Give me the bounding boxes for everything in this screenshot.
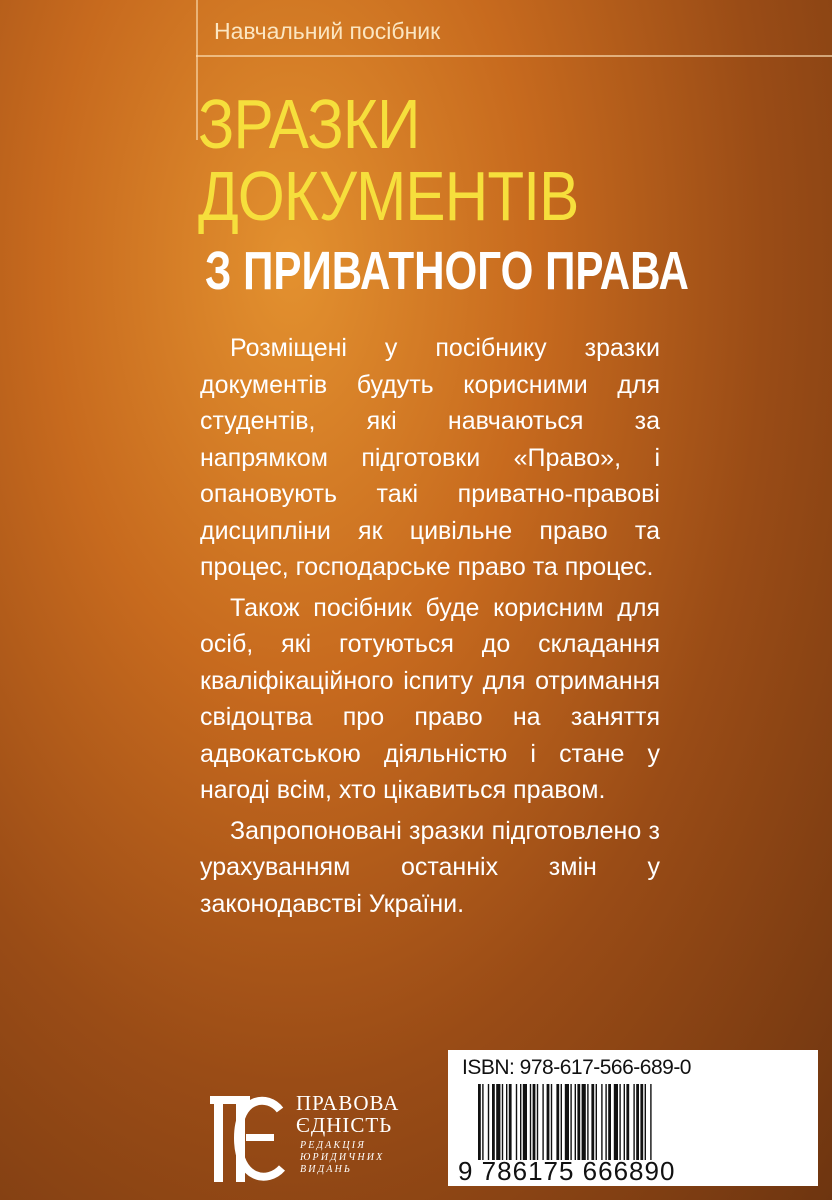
barcode-bar [506,1084,507,1160]
barcode-bar [626,1084,629,1160]
barcode-bar [640,1084,643,1160]
publisher-name-line: ПРАВОВА [296,1091,400,1115]
barcode-bar [605,1084,606,1160]
description-paragraph: Розміщені у посібнику зразки документів будуть корисними для студентів, які навчаються за напрямком підготовки «Право», і опановують такі приватно-правові дисципліни як цивільне право та процес, господарське право та процес. [200,334,660,581]
barcode-bar [492,1084,495,1160]
publisher-subtitle-line: ЮРИДИЧНИХ [300,1152,385,1163]
decorative-horizontal-line [196,55,832,57]
barcode-bar [575,1084,576,1160]
title-line-3: З ПРИВАТНОГО ПРАВА [205,241,689,301]
barcode-bar [601,1084,602,1160]
barcode-bar [530,1084,531,1160]
barcode-bar [542,1084,543,1160]
barcode-bar [537,1084,538,1160]
barcode-bar [570,1084,571,1160]
barcode-bar [650,1084,651,1160]
barcode-bar [547,1084,550,1160]
barcode-bar [619,1084,620,1160]
barcode-bar [523,1084,527,1160]
publisher-subtitle [300,1140,384,1176]
publisher-subtitle-line: РЕДАКЦІЯ [300,1140,367,1151]
barcode-bar [488,1084,489,1160]
barcode-bar [561,1084,562,1160]
publisher-logo-icon [208,1090,288,1190]
barcode-bar [509,1084,512,1160]
barcode-bar [636,1084,639,1160]
publisher-subtitle-line: ВИДАНЬ [300,1164,353,1175]
publisher-name [296,1092,399,1136]
description-text [200,330,660,926]
barcode-bar [520,1084,521,1160]
barcode-bar [496,1084,500,1160]
barcode-icon [478,1084,798,1160]
barcode-bar [582,1084,586,1160]
description-paragraph: Також посібник буде корисним для осіб, які готуються до складання кваліфікаційного іспиту для отримання свідоцтва про право на заняття адвокатською діяльністю і стане у нагоді всім, хто цікавиться правом. [200,593,660,804]
series-label: Навчальний посібник [214,18,441,44]
barcode-bar [502,1084,503,1160]
barcode-bar [533,1084,536,1160]
description-paragraph: Запропоновані зразки підготовлено з урахуванням останніх змін у законодавстві України. [200,816,660,918]
title-line-2: ДОКУМЕНТІВ [198,157,579,235]
barcode-bar [577,1084,580,1160]
barcode-bar [482,1084,483,1160]
publisher-name-line: ЄДНІСТЬ [296,1113,393,1137]
barcode-bar [608,1084,611,1160]
barcode-bar [614,1084,618,1160]
barcode-bar [478,1084,481,1160]
barcode-bar [551,1084,552,1160]
barcode-bar [645,1084,646,1160]
isbn-barcode-block [448,1050,818,1186]
barcode-bar [591,1084,594,1160]
barcode-bar [596,1084,597,1160]
barcode-bar [633,1084,634,1160]
isbn-label: ISBN: 978-617-566-689-0 [462,1056,691,1079]
title-line-1: ЗРАЗКИ [198,85,420,163]
barcode-bar [565,1084,569,1160]
barcode-bar [624,1084,625,1160]
barcode-bar [587,1084,588,1160]
barcode-bar [516,1084,517,1160]
barcode-number: 9 786175 666890 [458,1156,676,1186]
barcode-bar [556,1084,559,1160]
